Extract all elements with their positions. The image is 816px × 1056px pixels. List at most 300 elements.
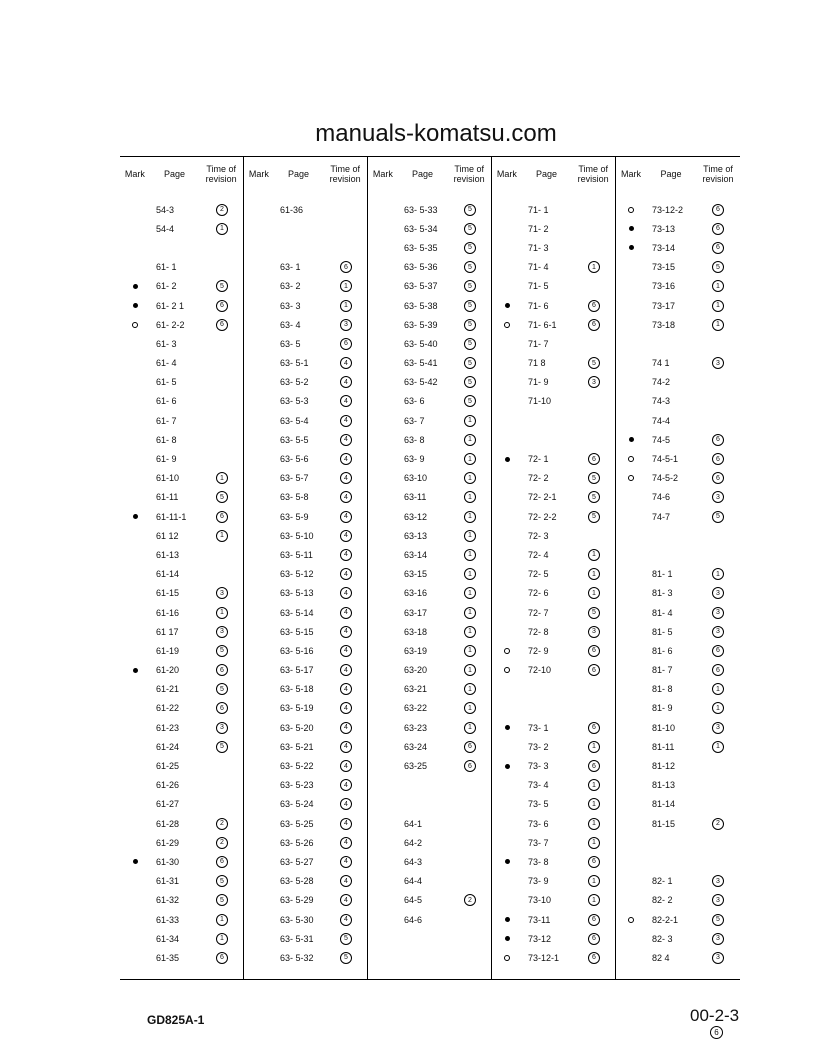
table-row — [368, 891, 492, 910]
column-header — [368, 157, 491, 191]
table-row — [120, 545, 244, 564]
revision-cell — [696, 933, 740, 945]
revision-cell — [200, 319, 244, 331]
table-row — [120, 756, 244, 775]
revision-cell — [324, 280, 368, 292]
mark-cell — [492, 648, 522, 654]
revision-number: 5 — [216, 894, 228, 906]
table-row — [120, 929, 244, 948]
table-row — [368, 526, 492, 545]
mark-cell — [492, 764, 522, 769]
mark-cell — [120, 322, 150, 328]
revision-number: 4 — [340, 395, 352, 407]
revision-number: 3 — [216, 626, 228, 638]
revision-cell — [696, 645, 740, 657]
revision-number: 2 — [216, 837, 228, 849]
revision-cell — [200, 741, 244, 753]
table-row — [616, 814, 740, 833]
open-mark-icon — [504, 955, 510, 961]
table-row — [616, 373, 740, 392]
revision-cell — [572, 856, 616, 868]
table-row — [492, 814, 616, 833]
page-cell: 81-13 — [652, 780, 676, 791]
revision-cell — [324, 626, 368, 638]
page-cell: 63- 5-14 — [280, 607, 314, 618]
revision-number: 4 — [340, 875, 352, 887]
table-row — [120, 622, 244, 641]
table-row — [492, 296, 616, 315]
revision-number: 1 — [340, 300, 352, 312]
revision-cell — [200, 280, 244, 292]
revision-cell — [448, 549, 492, 561]
table-row — [368, 392, 492, 411]
page-cell: 63- 8 — [404, 434, 425, 445]
table-row — [492, 603, 616, 622]
mark-cell — [492, 322, 522, 328]
table-row — [120, 315, 244, 334]
revision-number: 6 — [588, 300, 600, 312]
revision-number: 1 — [712, 741, 724, 753]
revision-number: 2 — [464, 894, 476, 906]
revision-number: 3 — [712, 952, 724, 964]
page-cell: 81- 4 — [652, 607, 673, 618]
table-row — [492, 891, 616, 910]
revision-number: 2 — [216, 204, 228, 216]
revision-cell — [448, 511, 492, 523]
revision-cell — [200, 702, 244, 714]
header-mark: Mark — [124, 169, 145, 179]
table-row — [244, 200, 368, 219]
revision-number: 5 — [588, 472, 600, 484]
page-cell: 63- 5-23 — [280, 780, 314, 791]
page-cell: 61-16 — [156, 607, 180, 618]
revision-number: 1 — [712, 568, 724, 580]
filled-mark-icon — [629, 245, 634, 250]
page-cell: 81- 8 — [652, 684, 673, 695]
table-row — [120, 891, 244, 910]
page-cell: 63- 5-6 — [280, 454, 309, 465]
header-revision: Time of revision — [577, 164, 609, 184]
table-row — [368, 641, 492, 660]
page-cell: 61-25 — [156, 761, 180, 772]
revision-number: 4 — [340, 587, 352, 599]
table-row — [368, 219, 492, 238]
revision-cell — [696, 607, 740, 619]
revision-number: 1 — [712, 319, 724, 331]
revision-number: 5 — [464, 319, 476, 331]
table-row — [492, 718, 616, 737]
table-row — [244, 833, 368, 852]
revision-number: 4 — [340, 491, 352, 503]
header-page: Page — [660, 169, 682, 179]
page-cell: 63- 5-27 — [280, 856, 314, 867]
table-row — [492, 277, 616, 296]
table-row — [368, 507, 492, 526]
revision-number: 6 — [216, 664, 228, 676]
revision-number: 5 — [712, 511, 724, 523]
header-revision: Time of revision — [205, 164, 237, 184]
revision-number: 1 — [464, 702, 476, 714]
filled-mark-icon — [505, 917, 510, 922]
column-rows — [368, 200, 492, 968]
table-row — [120, 411, 244, 430]
header-mark: Mark — [496, 169, 517, 179]
page-cell: 73- 5 — [528, 799, 549, 810]
revision-cell — [200, 511, 244, 523]
revision-cell — [572, 453, 616, 465]
revision-cell — [572, 760, 616, 772]
column-rows — [492, 200, 616, 968]
table-row — [616, 756, 740, 775]
page-cell: 63- 7 — [404, 415, 425, 426]
table-row — [120, 661, 244, 680]
revision-cell — [200, 952, 244, 964]
table-row — [368, 699, 492, 718]
table-row — [120, 219, 244, 238]
page-cell: 61 12 — [156, 530, 179, 541]
revision-cell — [572, 914, 616, 926]
revision-number: 1 — [588, 779, 600, 791]
table-row — [492, 872, 616, 891]
revision-cell — [324, 702, 368, 714]
table-row — [120, 776, 244, 795]
watermark-text: manuals-komatsu.com — [315, 120, 557, 147]
revision-cell — [448, 395, 492, 407]
table-row — [368, 833, 492, 852]
mark-cell — [492, 725, 522, 730]
page-cell: 61-28 — [156, 818, 180, 829]
table-row — [368, 373, 492, 392]
page-cell: 74-4 — [652, 415, 671, 426]
revision-number: 5 — [216, 741, 228, 753]
revision-cell — [696, 568, 740, 580]
revision-number: 6 — [712, 645, 724, 657]
revision-cell — [324, 875, 368, 887]
page-cell: 61-31 — [156, 876, 180, 887]
table-row — [368, 852, 492, 871]
revision-cell — [448, 434, 492, 446]
page-cell: 61-23 — [156, 722, 180, 733]
page-cell: 72- 4 — [528, 549, 549, 560]
page-cell: 73-12-2 — [652, 204, 684, 215]
table-row — [244, 238, 368, 257]
revision-cell — [696, 894, 740, 906]
table-row — [244, 545, 368, 564]
table-row — [368, 296, 492, 315]
table-row — [492, 929, 616, 948]
revision-number: 4 — [340, 415, 352, 427]
revision-cell — [448, 280, 492, 292]
revision-number: 6 — [712, 223, 724, 235]
table-row — [616, 411, 740, 430]
table-row — [616, 661, 740, 680]
mark-cell — [616, 245, 646, 250]
filled-mark-icon — [505, 859, 510, 864]
revision-number: 3 — [712, 894, 724, 906]
table-row — [616, 238, 740, 257]
revision-cell — [572, 626, 616, 638]
table-row — [492, 852, 616, 871]
table-row — [616, 296, 740, 315]
revision-cell — [448, 319, 492, 331]
table-row — [616, 430, 740, 449]
table-row — [492, 411, 616, 430]
page-cell: 73-16 — [652, 281, 676, 292]
model-code: GD825A-1 — [147, 1013, 205, 1027]
filled-mark-icon — [133, 303, 138, 308]
open-mark-icon — [504, 667, 510, 673]
page-cell: 71- 4 — [528, 262, 549, 273]
page-cell: 61-11 — [156, 492, 179, 503]
revision-cell — [572, 798, 616, 810]
filled-mark-icon — [629, 226, 634, 231]
table-row — [616, 622, 740, 641]
header-mark: Mark — [248, 169, 269, 179]
page-cell: 61- 4 — [156, 358, 177, 369]
revision-number: 5 — [588, 511, 600, 523]
table-row — [244, 776, 368, 795]
page-cell: 71- 6-1 — [528, 319, 557, 330]
revision-cell — [324, 914, 368, 926]
table-row — [244, 258, 368, 277]
revision-cell — [696, 626, 740, 638]
table-row — [616, 603, 740, 622]
table-row — [492, 219, 616, 238]
table-row — [120, 200, 244, 219]
revision-cell — [200, 530, 244, 542]
revision-cell — [696, 587, 740, 599]
revision-number: 6 — [588, 933, 600, 945]
revision-table — [120, 156, 740, 980]
page-cell: 81-12 — [652, 761, 676, 772]
page-cell: 73-12 — [528, 933, 552, 944]
page-cell: 63-13 — [404, 530, 428, 541]
revision-number: 1 — [464, 683, 476, 695]
table-row — [244, 603, 368, 622]
page-cell: 72- 8 — [528, 626, 549, 637]
page-cell: 74-7 — [652, 511, 671, 522]
page-cell: 61-26 — [156, 780, 180, 791]
column-rows — [616, 200, 740, 968]
revision-number: 5 — [340, 952, 352, 964]
table-row — [616, 795, 740, 814]
revision-number: 1 — [464, 491, 476, 503]
page-cell: 82- 3 — [652, 933, 673, 944]
page-cell: 63-24 — [404, 741, 428, 752]
page-cell: 72- 2-1 — [528, 492, 557, 503]
revision-number: 6 — [712, 204, 724, 216]
revision-number: 6 — [712, 664, 724, 676]
page-cell: 63- 5-37 — [404, 281, 438, 292]
mark-cell — [120, 859, 150, 864]
page-cell: 63-14 — [404, 549, 428, 560]
revision-cell — [448, 645, 492, 657]
revision-cell — [200, 875, 244, 887]
revision-cell — [200, 472, 244, 484]
revision-number: 3 — [712, 491, 724, 503]
revision-cell — [572, 894, 616, 906]
column-header — [244, 157, 367, 191]
revision-cell — [324, 741, 368, 753]
page-cell: 61- 2 — [156, 281, 177, 292]
table-row — [120, 680, 244, 699]
table-row — [120, 334, 244, 353]
table-row — [616, 737, 740, 756]
revision-cell — [324, 357, 368, 369]
revision-number: 4 — [340, 626, 352, 638]
revision-number: 1 — [588, 587, 600, 599]
revision-number: 3 — [712, 587, 724, 599]
revision-cell — [696, 261, 740, 273]
page-cell: 61-24 — [156, 741, 180, 752]
revision-cell — [448, 702, 492, 714]
revision-cell — [324, 395, 368, 407]
table-row — [120, 852, 244, 871]
revision-cell — [324, 818, 368, 830]
revision-cell — [696, 204, 740, 216]
table-row — [120, 392, 244, 411]
revision-number: 1 — [464, 472, 476, 484]
page-cell: 73- 9 — [528, 876, 549, 887]
revision-cell — [572, 568, 616, 580]
filled-mark-icon — [505, 725, 510, 730]
page-cell: 73- 7 — [528, 837, 549, 848]
table-row — [616, 680, 740, 699]
page-cell: 74-5-2 — [652, 473, 679, 484]
revision-cell — [572, 300, 616, 312]
page-cell: 63- 5-18 — [280, 684, 314, 695]
revision-cell — [448, 415, 492, 427]
page-cell: 81-11 — [652, 741, 675, 752]
page-cell: 63- 5-10 — [280, 530, 314, 541]
open-mark-icon — [504, 648, 510, 654]
page-cell: 71- 9 — [528, 377, 549, 388]
page-cell: 73- 3 — [528, 761, 549, 772]
revision-cell — [200, 683, 244, 695]
filled-mark-icon — [133, 284, 138, 289]
table-row — [120, 449, 244, 468]
page-cell: 72- 1 — [528, 454, 549, 465]
revision-number: 6 — [464, 741, 476, 753]
revision-cell — [696, 300, 740, 312]
revision-cell — [696, 280, 740, 292]
table-row — [244, 872, 368, 891]
page-cell: 63- 5-38 — [404, 300, 438, 311]
page-cell: 81- 6 — [652, 645, 673, 656]
mark-cell — [492, 457, 522, 462]
table-row — [120, 584, 244, 603]
revision-number: 6 — [712, 472, 724, 484]
table-row — [492, 584, 616, 603]
revision-cell — [324, 933, 368, 945]
revision-cell — [696, 683, 740, 695]
page-cell: 63- 5-34 — [404, 223, 438, 234]
revision-number: 5 — [588, 357, 600, 369]
table-row — [120, 430, 244, 449]
page-cell: 61-35 — [156, 952, 180, 963]
table-row — [368, 603, 492, 622]
page-cell: 82- 1 — [652, 876, 673, 887]
revision-cell — [448, 607, 492, 619]
table-row — [616, 488, 740, 507]
revision-cell — [696, 491, 740, 503]
open-mark-icon — [628, 475, 634, 481]
table-row — [492, 469, 616, 488]
page-cell: 61- 1 — [156, 262, 177, 273]
page-cell: 64-4 — [404, 876, 423, 887]
revision-cell — [572, 472, 616, 484]
table-row — [492, 373, 616, 392]
revision-number: 3 — [712, 626, 724, 638]
revision-cell — [324, 645, 368, 657]
revision-number: 5 — [216, 683, 228, 695]
revision-number: 1 — [588, 798, 600, 810]
page-cell: 61- 8 — [156, 434, 177, 445]
table-row — [120, 795, 244, 814]
revision-number: 3 — [712, 933, 724, 945]
table-row — [492, 641, 616, 660]
page-cell: 63- 5-9 — [280, 511, 309, 522]
page-cell: 61-36 — [280, 204, 304, 215]
table-row — [616, 354, 740, 373]
table-row — [616, 219, 740, 238]
mark-cell — [616, 207, 646, 213]
table-row — [368, 430, 492, 449]
revision-cell — [324, 607, 368, 619]
revision-number: 4 — [340, 779, 352, 791]
table-row — [368, 277, 492, 296]
table-row — [120, 833, 244, 852]
table-row — [244, 795, 368, 814]
table-row — [492, 737, 616, 756]
page-cell: 63- 5 — [280, 338, 301, 349]
revision-cell — [200, 894, 244, 906]
revision-cell — [572, 587, 616, 599]
revision-number: 5 — [216, 280, 228, 292]
table-row — [244, 737, 368, 756]
revision-cell — [448, 741, 492, 753]
revision-cell — [572, 837, 616, 849]
page-cell: 72- 3 — [528, 530, 549, 541]
table-row — [492, 833, 616, 852]
page-cell: 63- 5-13 — [280, 588, 314, 599]
revision-cell — [200, 204, 244, 216]
revision-number: 3 — [712, 607, 724, 619]
revision-cell — [448, 760, 492, 772]
page-cell: 71- 2 — [528, 223, 549, 234]
table-row — [244, 699, 368, 718]
table-row — [244, 296, 368, 315]
page-cell: 73- 6 — [528, 818, 549, 829]
table-row — [244, 392, 368, 411]
page-cell: 63-16 — [404, 588, 428, 599]
mark-cell — [616, 437, 646, 442]
revision-number: 4 — [340, 511, 352, 523]
page-cell: 71- 3 — [528, 242, 549, 253]
revision-number: 4 — [340, 894, 352, 906]
revision-cell — [324, 376, 368, 388]
page-cell: 63- 5-11 — [280, 549, 313, 560]
table-row — [120, 526, 244, 545]
revision-cell — [200, 491, 244, 503]
page-cell: 61- 2 1 — [156, 300, 185, 311]
page-cell: 73- 4 — [528, 780, 549, 791]
revision-cell — [696, 223, 740, 235]
page-cell: 81-14 — [652, 799, 676, 810]
table-row — [492, 795, 616, 814]
column-header — [616, 157, 740, 191]
table-column — [492, 157, 616, 979]
